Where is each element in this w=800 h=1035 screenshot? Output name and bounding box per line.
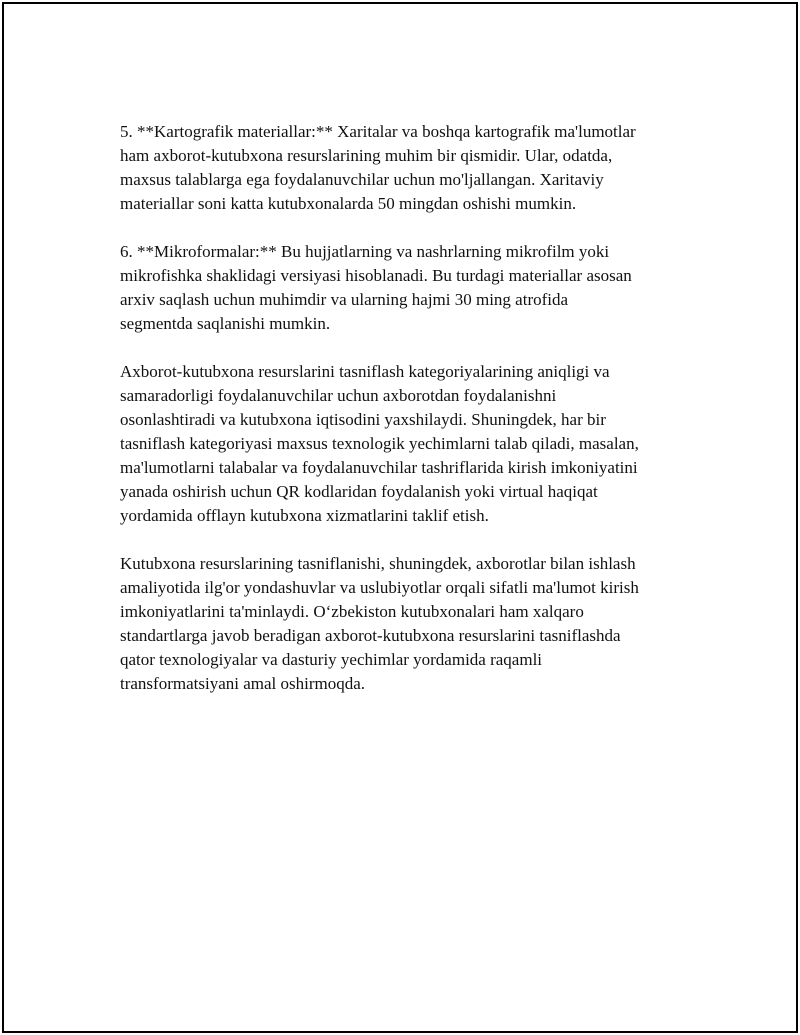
paragraph-cartographic-materials: 5. **Kartografik materiallar:** Xaritalar va boshqa kartografik ma'lumotlar ham axborot-kutubxona resurslarining muhim bir qismidir. Ular, odatda, maxsus talablarga ega foydalanuvchilar uchun mo'ljallangan. Xaritaviy materiallar soni katta kutubxonalarda 50 mingdan oshishi mumkin. xyxy=(120,122,636,213)
paragraph-digital-transformation: Kutubxona resurslarining tasniflanishi, shuningdek, axborotlar bilan ishlash amaliyotida ilg'or yondashuvlar va uslubiyotlar orqali sifatli ma'lumot kirish imkoniyatlarini ta'minlaydi. O‘zbekiston kutubxonalari ham xalqaro standartlarga javob beradigan axborot-kutubxona resurslarini tasniflashda qator texnologiyalar va dasturiy yechimlar yordamida raqamli transformatsiyani amal oshirmoqda. xyxy=(120,554,639,693)
paragraph-microforms: 6. **Mikroformalar:** Bu hujjatlarning va nashrlarning mikrofilm yoki mikrofishka shaklidagi versiyasi hisoblanadi. Bu turdagi materiallar asosan arxiv saqlash uchun muhimdir va ularning hajmi 30 ming atrofida segmentda saqlanishi mumkin. xyxy=(120,242,632,333)
page-frame xyxy=(2,2,798,1033)
document-body xyxy=(120,120,710,720)
paragraph-classification-accuracy: Axborot-kutubxona resurslarini tasniflash kategoriyalarining aniqligi va samaradorligi foydalanuvchilar uchun axborotdan foydalanishni osonlashtiradi va kutubxona iqtisodini yaxshilaydi. Shuningdek, har bir tasniflash kategoriyasi maxsus texnologik yechimlarni talab qiladi, masalan, ma'lumotlarni talabalar va foydalanuvchilar tashriflarida kirish imkoniyatini yanada oshirish uchun QR kodlaridan foydalanish yoki virtual haqiqat yordamida offlayn kutubxona xizmatlarini taklif etish. xyxy=(120,362,639,525)
